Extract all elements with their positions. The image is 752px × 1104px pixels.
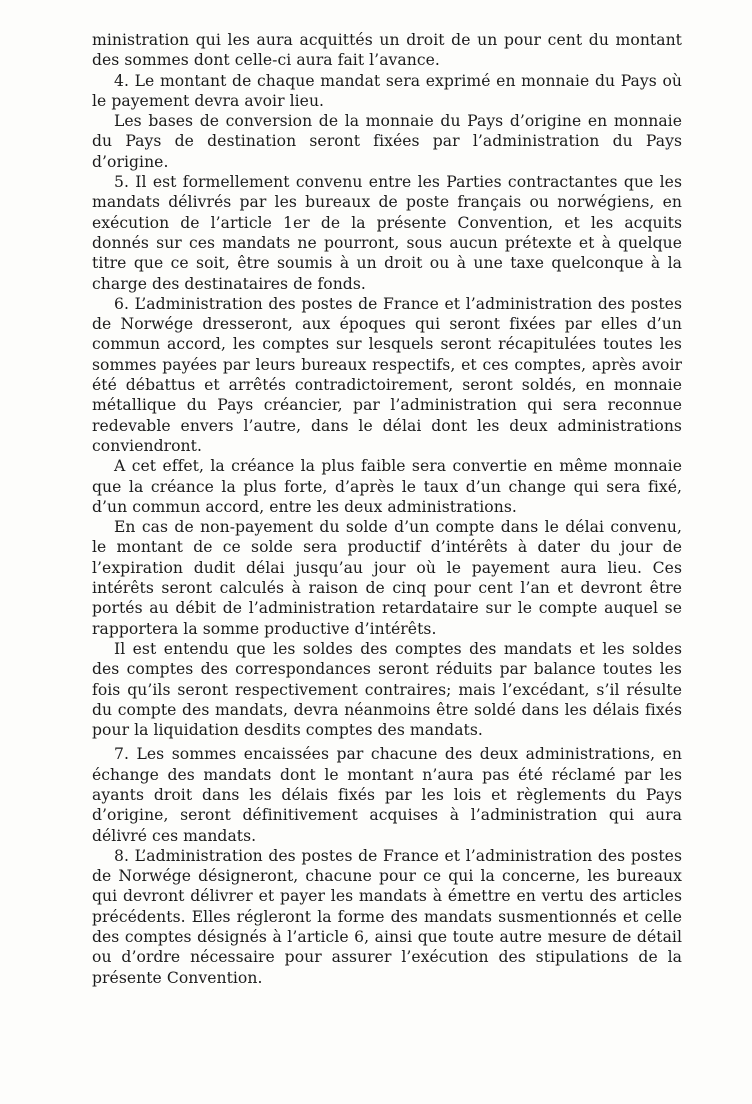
paragraph-article-7: 7. Les sommes encaissées par chacune des deux administrations, en échange des mandats dont le montant n’aura pas été réclamé par les ayants droit dans les délais fixés par les lois et règlements du Pays d’origine, seront définitivement acquises à l’administration qui aura délivré ces mandats. <box>92 745 682 845</box>
paragraph-article-4-conversion: Les bases de conversion de la monnaie du Pays d’origine en monnaie du Pays de destination seront fixées par l’administration du Pays d’origine. <box>92 112 682 171</box>
paragraph-article-6-balance: Il est entendu que les soldes des comptes des mandats et les soldes des comptes des correspondances seront réduits par balance toutes les fois qu’ils seront respectivement contraires; mais l’excédant, s’il résulte du compte des mandats, devra néanmoins être soldé dans les délais fixés pour la liquidation desdits comptes des mandats. <box>92 639 682 740</box>
paragraph-article-4: 4. Le montant de chaque mandat sera exprimé en monnaie du Pays où le payement devra avoir lieu. <box>92 71 682 110</box>
paragraph-article-6-effect: A cet effet, la créance la plus faible sera convertie en même monnaie que la créance la plus forte, d’après le taux d’un change qui sera fixé, d’un commun accord, entre les deux administrations. <box>92 457 682 516</box>
paragraph-continuation: ministration qui les aura acquittés un droit de un pour cent du montant des sommes dont celle-ci aura fait l’avance. <box>92 31 682 70</box>
body-text <box>92 30 682 988</box>
paragraph-article-5: 5. Il est formellement convenu entre les Parties contractantes que les mandats délivrés par les bureaux de poste français ou norwégiens, en exécution de l’article 1er de la présente Convention, et les acquits donnés sur ces mandats ne pourront, sous aucun prétexte et à quelque titre que ce soit, être soumis à un droit ou à une taxe quelconque à la charge des destinataires de fonds. <box>92 173 682 293</box>
paragraph-article-6: 6. L’administration des postes de France et l’administration des postes de Norwége dresseront, aux époques qui seront fixées par elles d’un commun accord, les comptes sur lesquels seront récapitulées toutes les sommes payées par leurs bureaux respectifs, et ces comptes, après avoir été débattus et arrêtés contradictoirement, seront soldés, en monnaie métallique du Pays créancier, par l’administration qui sera reconnue redevable envers l’autre, dans le délai dont les deux administrations conviendront. <box>92 294 682 455</box>
paragraph-article-6-nonpayment: En cas de non-payement du solde d’un compte dans le délai convenu, le montant de ce solde sera productif d’intérêts à dater du jour de l’expiration dudit délai jusqu’au jour où le payement aura lieu. Ces intérêts seront calculés à raison de cinq pour cent l’an et devront être portés au débit de l’administration retardataire sur le compte auquel se rapportera la somme productive d’intérêts. <box>92 518 682 638</box>
paragraph-article-8: 8. L’administration des postes de France et l’administration des postes de Norwége désigneront, chacune pour ce qui la concerne, les bureaux qui devront délivrer et payer les mandats à émettre en vertu des articles précédents. Elles régleront la forme des mandats susmentionnés et celle des comptes désignés à l’article 6, ainsi que toute autre mesure de détail ou d’ordre nécessaire pour assurer l’exécution des stipulations de la présente Convention. <box>92 846 682 987</box>
